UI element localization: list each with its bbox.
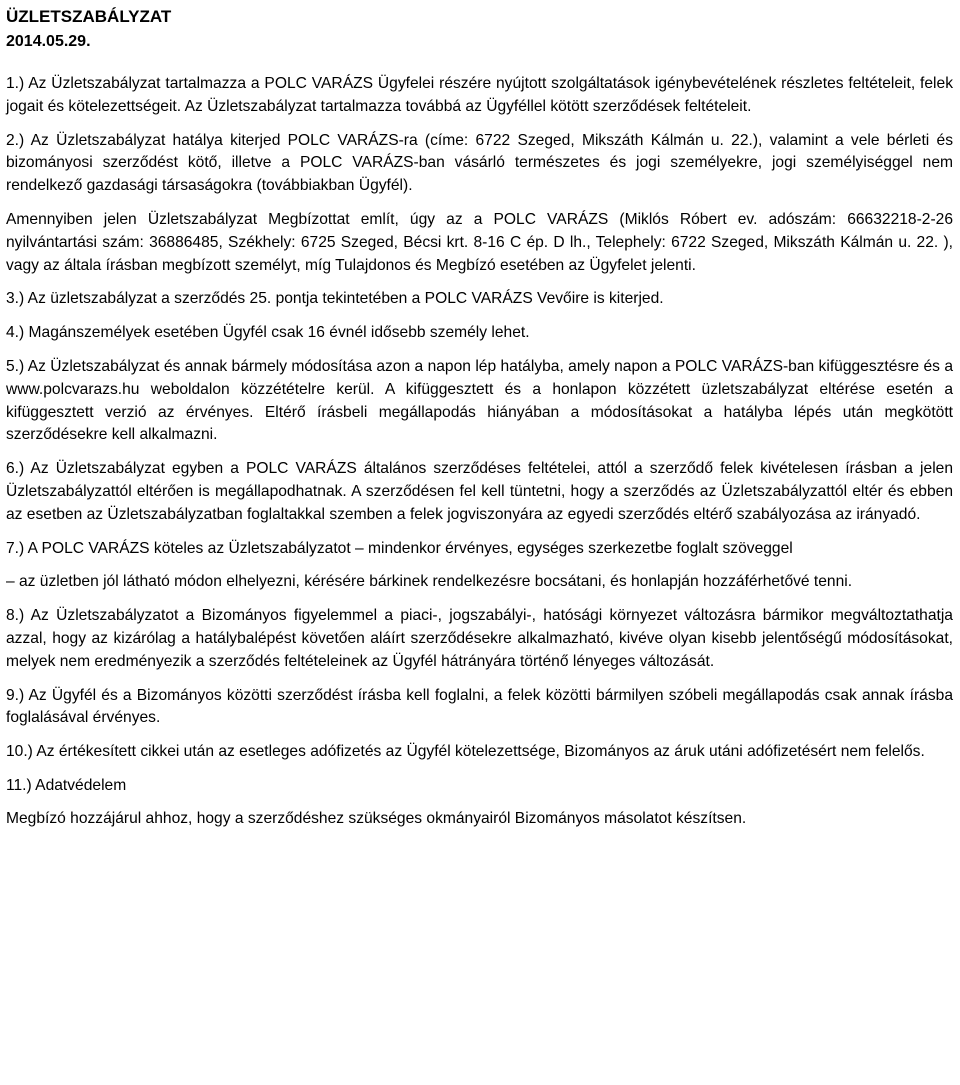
paragraph-10: 10.) Az értékesített cikkei után az esetleges adófizetés az Ügyfél kötelezettsége, Bizományos az áruk utáni adófizetésért nem felelős.: [6, 743, 925, 761]
paragraph-7-continued: – az üzletben jól látható módon elhelyezni, kérésére bárkinek rendelkezésre bocsátani, és honlapján hozzáférhetővé tenni.: [6, 573, 853, 591]
paragraph-11-body: Megbízó hozzájárul ahhoz, hogy a szerződéshez szükséges okmányairól Bizományos másolatot készítsen.: [6, 809, 747, 827]
document-date: 2014.05.29.: [6, 33, 91, 50]
document-page: [6, 0, 953, 842]
paragraph-6: 6.) Az Üzletszabályzat egyben a POLC VARÁZS általános szerződéses feltételei, attól a szerződő felek kivételesen írásban a jelen Üzletszabályzattól eltérően is megállapodhatnak. A szerződésen fel kell tüntetni, hogy a szerződés az Üzletszabályzattól eltér és ebben az esetben az Üzletszabályzatban foglaltakkal szemben a felek jogviszonyára az egyedi szerződés eltérő szabályozása az irányadó.: [6, 460, 953, 523]
paragraph-7: 7.) A POLC VARÁZS köteles az Üzletszabályzatot – mindenkor érvényes, egységes szerkezetbe foglalt szöveggel: [6, 539, 793, 557]
paragraph-2: 2.) Az Üzletszabályzat hatálya kiterjed POLC VARÁZS-ra (címe: 6722 Szeged, Mikszáth Kálmán u. 22.), valamint a vele bérleti és bizományosi szerződést kötő, illetve a POLC VARÁZS-ban vásárló természetes és jogi személyekre, jogi személyiséggel nem rendelkező gazdasági társaságokra (továbbiakban Ügyfél).: [6, 131, 953, 195]
paragraph-5: 5.) Az Üzletszabályzat és annak bármely módosítása azon a napon lép hatályba, amely napon a POLC VARÁZS-ban kifüggesztésre és a www.polcvarazs.hu weboldalon közzétételre kerül. A kifüggesztett és a honlapon közzétett üzletszabályzat eltérése esetén a kifüggesztett verzió az érvényes. Eltérő írásbeli megállapodás hiányában a módosításokat a hatályba lépés után megkötött szerződésekre kell alkalmazni.: [6, 357, 953, 444]
paragraph-3: 3.) Az üzletszabályzat a szerződés 25. pontja tekintetében a POLC VARÁZS Vevőire is kiterjed.: [6, 290, 664, 308]
paragraph-11-heading: 11.) Adatvédelem: [6, 776, 127, 794]
paragraph-1: 1.) Az Üzletszabályzat tartalmazza a POLC VARÁZS Ügyfelei részére nyújtott szolgáltatások igénybevételének részletes feltételeit, felek jogait és kötelezettségeit. Az Üzletszabályzat tartalmazza továbbá az Ügyféllel kötött szerződések feltételeit.: [6, 75, 953, 115]
paragraph-4: 4.) Magánszemélyek esetében Ügyfél csak 16 évnél idősebb személy lehet.: [6, 324, 530, 342]
paragraph-9: 9.) Az Ügyfél és a Bizományos közötti szerződést írásba kell foglalni, a felek közötti bármilyen szóbeli megállapodás csak annak írásba foglalásával érvényes.: [6, 686, 953, 727]
paragraph-8: 8.) Az Üzletszabályzatot a Bizományos figyelemmel a piaci-, jogszabályi-, hatósági környezet változásra bármikor megváltoztathatja azzal, hogy az kizárólag a hatálybalépést követően aláírt szerződésekre alkalmazható, kivéve olyan kisebb jelentőségű módosításokat, melyek nem eredményezik a szerződés feltételeinek az Ügyfél hátrányára történő lényeges változását.: [6, 607, 953, 670]
paragraph-megbizott: Amennyiben jelen Üzletszabályzat Megbízottat említ, úgy az a POLC VARÁZS (Miklós Róbert ev. adószám: 66632218-2-26 nyilvántartási szám: 36886485, Székhely: 6725 Szeged, Bécsi krt. 8-16 C ép. D lh., Telephely: 6722 Szeged, Mikszáth Kálmán u. 22. ), vagy az általa írásban megbízott személyt, míg Tulajdonos és Megbízó esetében az Ügyfelet jelenti.: [6, 210, 953, 274]
document-title: ÜZLETSZABÁLYZAT: [6, 7, 172, 26]
